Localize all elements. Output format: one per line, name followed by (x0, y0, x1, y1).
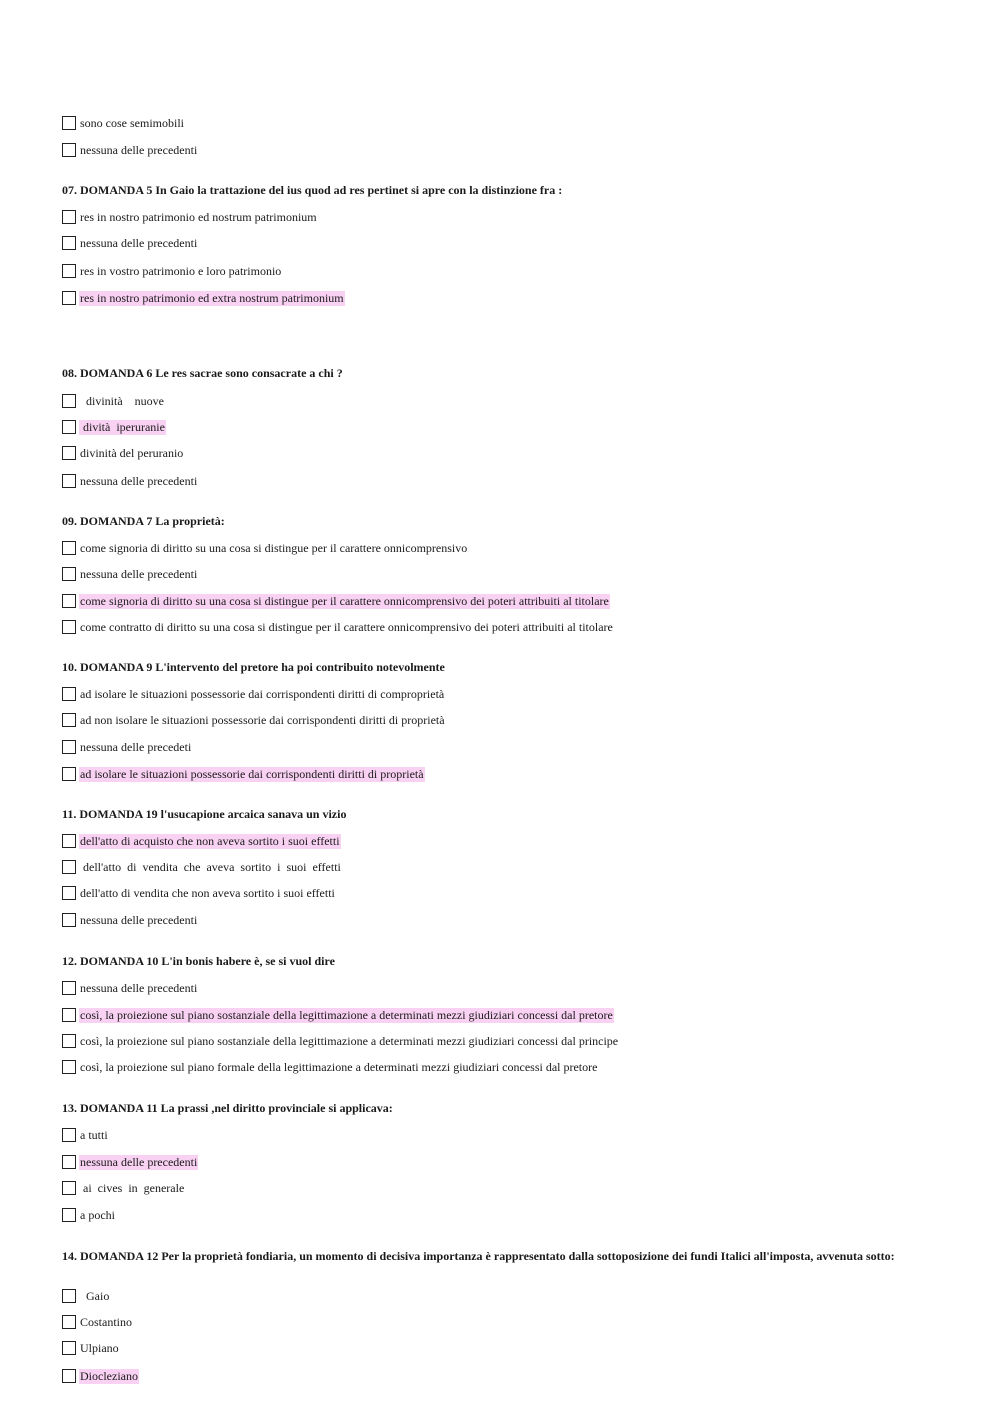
option-text: a tutti (80, 1127, 108, 1142)
option-checkbox[interactable] (62, 143, 76, 157)
option-text: nessuna delle precedenti (80, 566, 198, 581)
option-row[interactable] (62, 1126, 109, 1144)
option-row[interactable] (62, 141, 198, 159)
option-row[interactable] (62, 1206, 116, 1224)
option-text: a pochi (80, 1207, 115, 1222)
option-row[interactable] (62, 289, 345, 307)
option-row[interactable] (62, 765, 425, 783)
option-checkbox[interactable] (62, 446, 76, 460)
option-checkbox[interactable] (62, 886, 76, 900)
question-title: 11. DOMANDA 19 l'usucapione arcaica sanava un vizio (62, 807, 347, 821)
option-text: ad non isolare le situazioni possessorie dai corrispondenti diritti di proprietà (80, 712, 445, 727)
option-row[interactable] (62, 1006, 614, 1024)
option-checkbox[interactable] (62, 1369, 76, 1383)
option-checkbox[interactable] (62, 1034, 76, 1048)
option-checkbox[interactable] (62, 620, 76, 634)
option-row[interactable] (62, 1179, 185, 1197)
option-checkbox[interactable] (62, 1289, 76, 1303)
option-checkbox[interactable] (62, 1128, 76, 1142)
option-text: nessuna delle precedenti (80, 142, 198, 157)
option-checkbox[interactable] (62, 420, 76, 434)
option-row[interactable] (62, 832, 341, 850)
option-row[interactable] (62, 262, 282, 280)
question-title: 13. DOMANDA 11 La prassi ,nel diritto provinciale si applicava: (62, 1101, 393, 1115)
option-text: ad isolare le situazioni possessorie dai corrispondenti diritti di comproprietà (80, 686, 445, 701)
question-title: 09. DOMANDA 7 La proprietà: (62, 514, 225, 528)
option-checkbox[interactable] (62, 474, 76, 488)
option-row[interactable] (62, 539, 468, 557)
option-text: dell'atto di vendita che aveva sortito i suoi effetti (80, 859, 341, 874)
option-row[interactable] (62, 858, 342, 876)
option-checkbox[interactable] (62, 236, 76, 250)
question-title: 14. DOMANDA 12 Per la proprietà fondiaria, un momento di decisiva importanza è rappresentato dalla sottoposizione dei fundi Italici all'imposta, avvenuta sotto: (62, 1249, 895, 1263)
option-text: così, la proiezione sul piano sostanziale della legittimazione a determinati mezzi giudiziari concessi dal principe (80, 1033, 619, 1048)
option-checkbox[interactable] (62, 541, 76, 555)
option-text: divinità nuove (80, 393, 164, 408)
option-text: sono cose semimobili (80, 115, 184, 130)
option-checkbox[interactable] (62, 567, 76, 581)
option-row[interactable] (62, 1339, 120, 1357)
option-text: come contratto di diritto su una cosa si distingue per il carattere onnicomprensivo dei poteri attribuiti al titolare (80, 619, 613, 634)
option-text: res in nostro patrimonio ed nostrum patrimonium (80, 209, 317, 224)
option-checkbox[interactable] (62, 713, 76, 727)
option-row[interactable] (62, 114, 185, 132)
option-text: così, la proiezione sul piano formale della legittimazione a determinati mezzi giudiziari concessi dal pretore (80, 1059, 598, 1074)
option-row[interactable] (62, 685, 445, 703)
option-checkbox[interactable] (62, 210, 76, 224)
option-row[interactable] (62, 979, 198, 997)
option-row[interactable] (62, 234, 198, 252)
option-text-highlighted: dività iperuranie (80, 419, 165, 434)
question-title: 07. DOMANDA 5 In Gaio la trattazione del ius quod ad res pertinet si apre con la distinzione fra : (62, 183, 563, 197)
option-checkbox[interactable] (62, 913, 76, 927)
option-row[interactable] (62, 444, 184, 462)
option-row[interactable] (62, 392, 165, 410)
option-row[interactable] (62, 911, 198, 929)
option-text-highlighted: nessuna delle precedenti (80, 1154, 198, 1169)
option-text-highlighted: Diocleziano (80, 1368, 138, 1383)
option-text: Costantino (80, 1314, 133, 1329)
option-row[interactable] (62, 1287, 110, 1305)
option-text: nessuna delle precedenti (80, 980, 198, 995)
option-text: nessuna delle precedeti (80, 739, 192, 754)
option-row[interactable] (62, 1367, 139, 1385)
option-row[interactable] (62, 884, 336, 902)
option-text: Gaio (80, 1288, 110, 1303)
option-row[interactable] (62, 711, 446, 729)
option-row[interactable] (62, 208, 318, 226)
option-text: come signoria di diritto su una cosa si distingue per il carattere onnicomprensivo (80, 540, 468, 555)
question-title: 12. DOMANDA 10 L'in bonis habere è, se si vuol dire (62, 954, 335, 968)
option-checkbox[interactable] (62, 767, 76, 781)
option-row[interactable] (62, 592, 610, 610)
option-checkbox[interactable] (62, 1155, 76, 1169)
option-checkbox[interactable] (62, 687, 76, 701)
option-checkbox[interactable] (62, 291, 76, 305)
option-checkbox[interactable] (62, 1341, 76, 1355)
option-checkbox[interactable] (62, 264, 76, 278)
option-row[interactable] (62, 472, 198, 490)
option-text-highlighted: così, la proiezione sul piano sostanziale della legittimazione a determinati mezzi giudiziari concessi dal pretore (80, 1007, 613, 1022)
option-checkbox[interactable] (62, 394, 76, 408)
option-text: divinità del peruranio (80, 445, 184, 460)
option-text: Ulpiano (80, 1340, 119, 1355)
question-title: 10. DOMANDA 9 L'intervento del pretore ha poi contribuito notevolmente (62, 660, 445, 674)
option-row[interactable] (62, 618, 614, 636)
option-checkbox[interactable] (62, 981, 76, 995)
option-checkbox[interactable] (62, 860, 76, 874)
option-row[interactable] (62, 1153, 198, 1171)
option-row[interactable] (62, 1058, 598, 1076)
option-text: ai cives in generale (80, 1180, 185, 1195)
option-checkbox[interactable] (62, 740, 76, 754)
option-text-highlighted: res in nostro patrimonio ed extra nostrum patrimonium (80, 290, 344, 305)
option-text-highlighted: dell'atto di acquisto che non aveva sortito i suoi effetti (80, 833, 340, 848)
option-checkbox[interactable] (62, 1208, 76, 1222)
option-checkbox[interactable] (62, 1008, 76, 1022)
option-text: nessuna delle precedenti (80, 912, 198, 927)
option-checkbox[interactable] (62, 594, 76, 608)
option-checkbox[interactable] (62, 1060, 76, 1074)
option-text-highlighted: ad isolare le situazioni possessorie dai corrispondenti diritti di proprietà (80, 766, 424, 781)
option-text-highlighted: come signoria di diritto su una cosa si distingue per il carattere onnicomprensivo dei poteri attribuiti al titolare (80, 593, 609, 608)
option-checkbox[interactable] (62, 116, 76, 130)
option-row[interactable] (62, 738, 192, 756)
option-text: res in vostro patrimonio e loro patrimonio (80, 263, 282, 278)
option-row[interactable] (62, 1313, 133, 1331)
option-text: nessuna delle precedenti (80, 473, 198, 488)
question-title: 08. DOMANDA 6 Le res sacrae sono consacrate a chi ? (62, 366, 343, 380)
option-text: nessuna delle precedenti (80, 235, 198, 250)
option-text: dell'atto di vendita che non aveva sortito i suoi effetti (80, 885, 335, 900)
option-row[interactable] (62, 1032, 619, 1050)
option-checkbox[interactable] (62, 834, 76, 848)
option-row[interactable] (62, 565, 198, 583)
option-checkbox[interactable] (62, 1181, 76, 1195)
option-checkbox[interactable] (62, 1315, 76, 1329)
option-row[interactable] (62, 418, 166, 436)
